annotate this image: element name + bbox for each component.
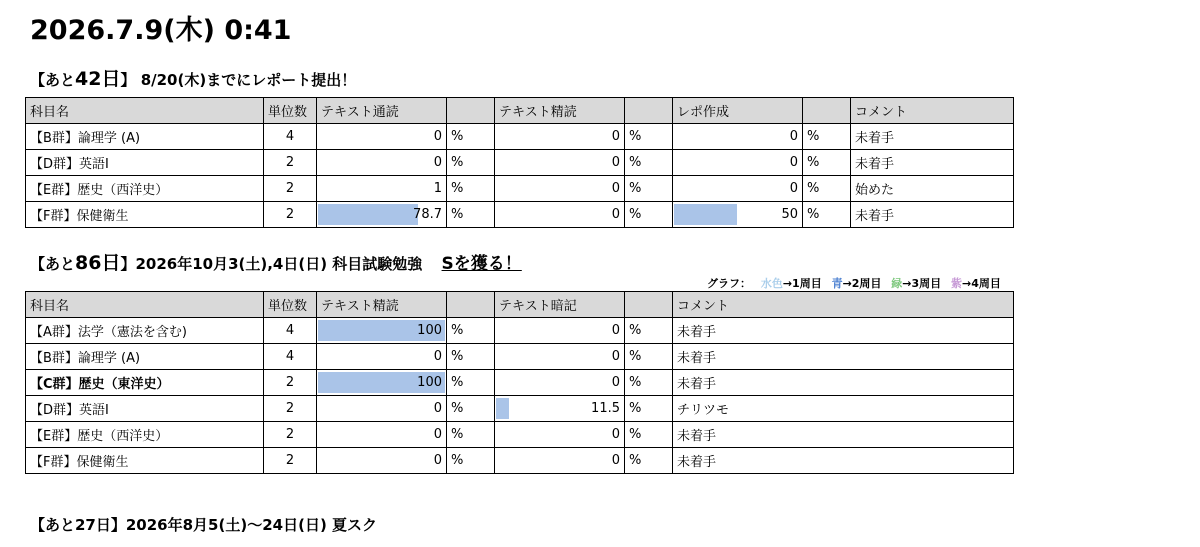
legend-color-blue: 青: [831, 277, 843, 290]
text-memorize-cell-text: 0: [611, 427, 620, 442]
subject-cell: 【D群】英語Ⅰ: [26, 150, 264, 176]
text-study-cell: [317, 344, 447, 370]
col-header-subject: 科目名: [26, 98, 264, 124]
text-memorize-cell: [495, 370, 625, 396]
text-study-cell: [495, 202, 625, 228]
text-read-cell: [317, 176, 447, 202]
legend-label: グラフ：: [707, 277, 751, 290]
table-row: [26, 422, 1014, 448]
col-header-text-memorize: テキスト暗記: [495, 292, 625, 318]
col-header-text-study: テキスト精読: [317, 292, 447, 318]
comment-cell: 未着手: [673, 448, 1014, 474]
percent-sign: %: [625, 176, 673, 202]
col-header-units: 単位数: [264, 292, 317, 318]
subject-cell: 【C群】歴史（東洋史）: [26, 370, 264, 396]
text-study-cell: [495, 150, 625, 176]
col-header-subject: 科目名: [26, 292, 264, 318]
subject-cell: 【A群】法学（憲法を含む): [26, 318, 264, 344]
text-read-cell-bar: [318, 204, 418, 225]
report-cell: [673, 124, 803, 150]
comment-cell: チリツモ: [673, 396, 1014, 422]
percent-sign: %: [447, 150, 495, 176]
col-header-blank: [803, 98, 851, 124]
subject-cell: 【E群】歴史（西洋史）: [26, 422, 264, 448]
units-cell: 2: [264, 448, 317, 474]
percent-sign: %: [625, 422, 673, 448]
percent-sign: %: [447, 124, 495, 150]
text-read-cell: [317, 202, 447, 228]
subject-cell: 【B群】論理学 (A): [26, 344, 264, 370]
col-header-text-study: テキスト精読: [495, 98, 625, 124]
col-header-units: 単位数: [264, 98, 317, 124]
text-study-cell: [317, 370, 447, 396]
text-study-cell-text: 0: [611, 129, 620, 144]
section2-goal: Sを獲る！: [441, 254, 522, 274]
text-read-cell-text: 0: [433, 129, 442, 144]
section1-heading-pre: 【あと: [30, 71, 76, 89]
text-memorize-cell: [495, 344, 625, 370]
col-header-report: レポ作成: [673, 98, 803, 124]
units-cell: 2: [264, 150, 317, 176]
units-cell: 4: [264, 344, 317, 370]
text-memorize-cell-text: 11.5: [591, 401, 620, 416]
percent-sign: %: [803, 150, 851, 176]
text-study-cell: [317, 318, 447, 344]
table-row: [26, 396, 1014, 422]
text-study-cell-text: 0: [611, 155, 620, 170]
text-memorize-cell-bar: [496, 398, 509, 419]
legend-item-1: 水色→1周目: [760, 277, 822, 290]
text-memorize-cell: [495, 448, 625, 474]
section2-heading-pre: 【あと: [30, 255, 76, 273]
legend-item-4: 紫→4周目: [951, 277, 1001, 290]
percent-sign: %: [803, 124, 851, 150]
percent-sign: %: [447, 396, 495, 422]
report-cell-text: 50: [781, 207, 798, 222]
text-read-cell-text: 78.7: [413, 207, 442, 222]
table-row: [26, 150, 1014, 176]
text-study-cell: [317, 422, 447, 448]
text-study-cell: [495, 124, 625, 150]
text-read-cell-text: 1: [433, 181, 442, 196]
percent-sign: %: [625, 202, 673, 228]
percent-sign: %: [803, 202, 851, 228]
table-header-row: [26, 98, 1014, 124]
subject-cell: 【E群】歴史（西洋史）: [26, 176, 264, 202]
text-memorize-cell: [495, 422, 625, 448]
graph-legend: [707, 275, 1007, 291]
percent-sign: %: [625, 344, 673, 370]
table-row: [26, 344, 1014, 370]
text-memorize-cell-text: 0: [611, 453, 620, 468]
percent-sign: %: [447, 370, 495, 396]
subject-cell: 【B群】論理学 (A): [26, 124, 264, 150]
percent-sign: %: [625, 448, 673, 474]
comment-cell: 未着手: [851, 150, 1014, 176]
text-study-cell-text: 0: [433, 349, 442, 364]
text-memorize-cell: [495, 318, 625, 344]
col-header-comment: コメント: [673, 292, 1014, 318]
section2-days: 86日: [75, 252, 121, 274]
text-memorize-cell: [495, 396, 625, 422]
comment-cell: 未着手: [673, 318, 1014, 344]
report-progress-table: [25, 97, 1014, 228]
percent-sign: %: [447, 344, 495, 370]
text-read-cell: [317, 150, 447, 176]
date-title: 2026.7.9(木) 0:41: [30, 15, 292, 46]
subject-cell: 【F群】保健衛生: [26, 448, 264, 474]
units-cell: 2: [264, 422, 317, 448]
percent-sign: %: [447, 318, 495, 344]
units-cell: 4: [264, 318, 317, 344]
section1-heading: [30, 64, 356, 91]
legend-color-green: 緑: [891, 277, 903, 290]
exam-study-table: [25, 291, 1014, 474]
report-cell-text: 0: [789, 129, 798, 144]
col-header-comment: コメント: [851, 98, 1014, 124]
report-cell: [673, 150, 803, 176]
percent-sign: %: [803, 176, 851, 202]
section2-heading-post: 】2026年10月3(土),4日(日) 科目試験勉強: [120, 255, 423, 273]
text-study-cell: [317, 396, 447, 422]
text-study-cell: [317, 448, 447, 474]
comment-cell: 未着手: [851, 124, 1014, 150]
text-study-cell-text: 0: [433, 453, 442, 468]
section3-heading: 【あと27日】2026年8月5(土)〜24日(日) 夏スク: [30, 516, 378, 534]
report-cell: [673, 176, 803, 202]
percent-sign: %: [625, 318, 673, 344]
text-study-cell-text: 100: [417, 323, 442, 338]
legend-color-purple: 紫: [951, 277, 962, 290]
comment-cell: 未着手: [851, 202, 1014, 228]
comment-cell: 未着手: [673, 422, 1014, 448]
section2-heading: [30, 248, 522, 275]
table-row: [26, 176, 1014, 202]
comment-cell: 未着手: [673, 344, 1014, 370]
section1-heading-post: 】 8/20(木)までにレポート提出！: [120, 71, 357, 89]
legend-color-light-blue: 水色: [760, 277, 783, 290]
percent-sign: %: [447, 176, 495, 202]
text-read-cell-text: 0: [433, 155, 442, 170]
text-study-cell-text: 100: [417, 375, 442, 390]
percent-sign: %: [447, 448, 495, 474]
comment-cell: 始めた: [851, 176, 1014, 202]
text-read-cell: [317, 124, 447, 150]
table-row: [26, 124, 1014, 150]
text-memorize-cell-text: 0: [611, 375, 620, 390]
text-study-cell-text: 0: [611, 207, 620, 222]
text-study-cell-text: 0: [433, 401, 442, 416]
percent-sign: %: [447, 202, 495, 228]
report-cell: [673, 202, 803, 228]
units-cell: 2: [264, 370, 317, 396]
text-study-cell: [495, 176, 625, 202]
percent-sign: %: [447, 422, 495, 448]
text-study-cell-text: 0: [611, 181, 620, 196]
comment-cell: 未着手: [673, 370, 1014, 396]
report-cell-bar: [674, 204, 737, 225]
table-row: [26, 318, 1014, 344]
units-cell: 2: [264, 396, 317, 422]
table-row: [26, 448, 1014, 474]
col-header-blank: [447, 98, 495, 124]
table-header-row: [26, 292, 1014, 318]
text-memorize-cell-text: 0: [611, 349, 620, 364]
units-cell: 2: [264, 176, 317, 202]
units-cell: 2: [264, 202, 317, 228]
percent-sign: %: [625, 124, 673, 150]
report-cell-text: 0: [789, 155, 798, 170]
percent-sign: %: [625, 150, 673, 176]
table-row: [26, 202, 1014, 228]
text-study-cell-text: 0: [433, 427, 442, 442]
legend-item-2: 青→2周目: [831, 277, 882, 290]
subject-cell: 【D群】英語Ⅰ: [26, 396, 264, 422]
report-cell-text: 0: [789, 181, 798, 196]
col-header-text-read: テキスト通読: [317, 98, 447, 124]
subject-cell: 【F群】保健衛生: [26, 202, 264, 228]
table-row: [26, 370, 1014, 396]
text-memorize-cell-text: 0: [611, 323, 620, 338]
col-header-blank: [625, 98, 673, 124]
legend-item-3: 緑→3周目: [891, 277, 942, 290]
percent-sign: %: [625, 396, 673, 422]
units-cell: 4: [264, 124, 317, 150]
section1-days: 42日: [75, 68, 121, 90]
col-header-blank: [447, 292, 495, 318]
col-header-blank: [625, 292, 673, 318]
percent-sign: %: [625, 370, 673, 396]
